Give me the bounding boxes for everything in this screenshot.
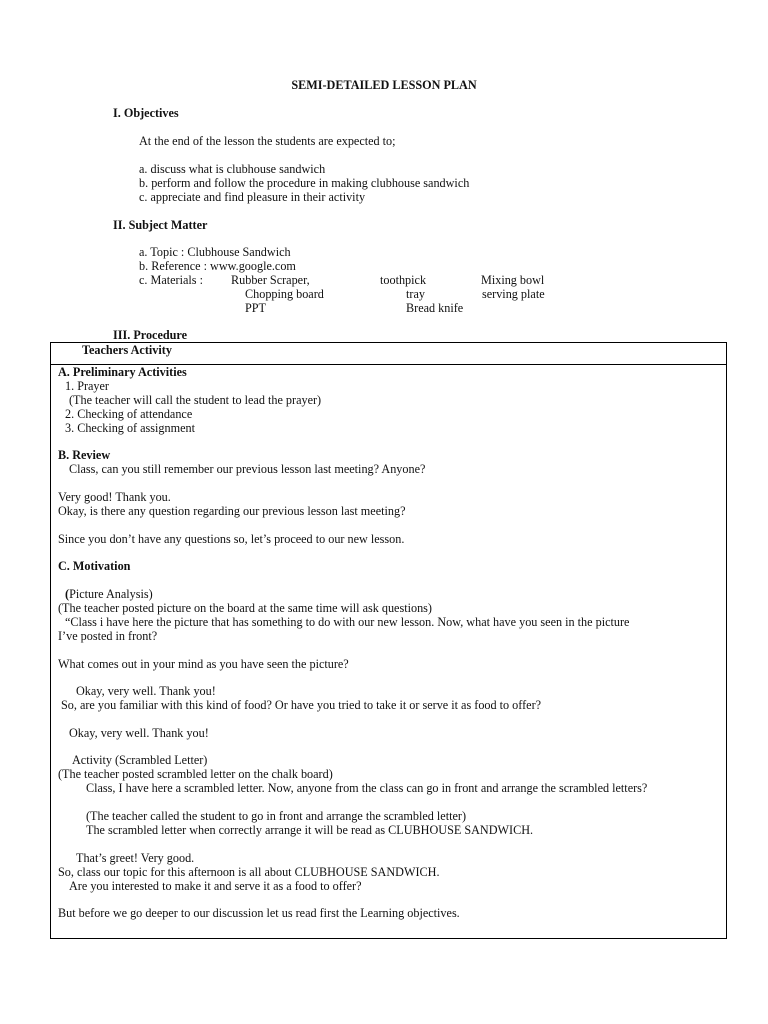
motivation-line: Activity (Scrambled Letter) — [72, 753, 208, 767]
preliminary-line: (The teacher will call the student to lead the prayer) — [69, 393, 322, 407]
motivation-line: Okay, very well. Thank you! — [76, 684, 216, 698]
motivation-line: So, class our topic for this afternoon is all about CLUBHOUSE SANDWICH. — [58, 865, 440, 879]
subject-matter-heading: II. Subject Matter — [113, 218, 208, 232]
procedure-table-header — [51, 343, 726, 365]
column-header-teachers-activity: Teachers Activity — [82, 343, 172, 357]
picture-analysis-label — [65, 587, 153, 601]
objectives-intro: At the end of the lesson the students are expected to; — [139, 134, 396, 148]
material-item: tray — [406, 287, 425, 301]
review-line: Okay, is there any question regarding our previous lesson last meeting? — [58, 504, 406, 518]
motivation-line: (The teacher posted picture on the board at the same time will ask questions) — [58, 601, 432, 615]
motivation-line: But before we go deeper to our discussion let us read first the Learning objectives. — [58, 906, 460, 920]
materials-label: c. Materials : — [139, 273, 203, 287]
review-heading: B. Review — [58, 448, 111, 462]
review-line: Since you don’t have any questions so, let’s proceed to our new lesson. — [58, 532, 405, 546]
picture-analysis-paren: ( — [65, 587, 70, 601]
motivation-line: (The teacher posted scrambled letter on the chalk board) — [58, 767, 333, 781]
objective-item: a. discuss what is clubhouse sandwich — [139, 162, 326, 176]
subject-reference: b. Reference : www.google.com — [139, 259, 296, 273]
motivation-line: So, are you familiar with this kind of food? Or have you tried to take it or serve it as food to offer? — [61, 698, 542, 712]
motivation-line: What comes out in your mind as you have seen the picture? — [58, 657, 349, 671]
motivation-line: (The teacher called the student to go in front and arrange the scrambled letter) — [86, 809, 467, 823]
material-item: Rubber Scraper, — [231, 273, 310, 287]
motivation-line: “Class i have here the picture that has something to do with our new lesson. Now, what have you seen in the picture — [65, 615, 630, 629]
material-item: Bread knife — [406, 301, 464, 315]
preliminary-line: 2. Checking of attendance — [65, 407, 193, 421]
material-item: toothpick — [380, 273, 427, 287]
procedure-heading: III. Procedure — [113, 328, 188, 342]
motivation-line: Class, I have here a scrambled letter. Now, anyone from the class can go in front and arrange the scrambled letters? — [86, 781, 648, 795]
review-line: Very good! Thank you. — [58, 490, 171, 504]
preliminary-line: 1. Prayer — [65, 379, 109, 393]
motivation-line: Are you interested to make it and serve it as a food to offer? — [69, 879, 362, 893]
motivation-line: I’ve posted in front? — [58, 629, 158, 643]
motivation-line: Okay, very well. Thank you! — [69, 726, 209, 740]
material-item: serving plate — [482, 287, 545, 301]
preliminary-heading: A. Preliminary Activities — [58, 365, 187, 379]
picture-analysis-text: Picture Analysis) — [69, 587, 153, 601]
material-item: Mixing bowl — [481, 273, 545, 287]
material-item: Chopping board — [245, 287, 324, 301]
material-item: PPT — [245, 301, 267, 315]
objective-item: c. appreciate and find pleasure in their activity — [139, 190, 366, 204]
motivation-line: The scrambled letter when correctly arrange it will be read as CLUBHOUSE SANDWICH. — [86, 823, 534, 837]
subject-topic: a. Topic : Clubhouse Sandwich — [139, 245, 291, 259]
preliminary-line: 3. Checking of assignment — [65, 421, 195, 435]
objective-item: b. perform and follow the procedure in making clubhouse sandwich — [139, 176, 470, 190]
motivation-heading: C. Motivation — [58, 559, 131, 573]
procedure-table — [50, 342, 727, 939]
review-line: Class, can you still remember our previous lesson last meeting? Anyone? — [69, 462, 426, 476]
objectives-heading: I. Objectives — [113, 106, 179, 120]
motivation-line: That’s greet! Very good. — [76, 851, 195, 865]
page-title: SEMI-DETAILED LESSON PLAN — [291, 78, 477, 92]
